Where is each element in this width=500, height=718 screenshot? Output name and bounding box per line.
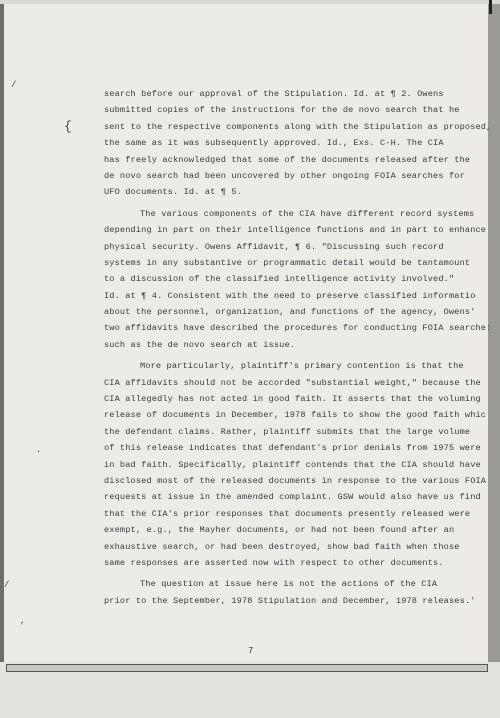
text-line: The question at issue here is not the actions of the CIA (140, 579, 438, 590)
text-line: depending in part on their intelligence functions and in part to enhance (104, 225, 487, 236)
text-line: prior to the September, 1978 Stipulation and December, 1978 releases.' (104, 595, 476, 606)
text-line: to a discussion of the classified intelligence activity involved." (104, 274, 455, 285)
margin-mark: , (20, 616, 26, 626)
text-line: UFO documents. Id. at ¶ 5. (104, 187, 242, 198)
text-line: physical security. Owens Affidavit, ¶ 6. "Discussing such record (104, 241, 444, 252)
text-line: search before our approval of the Stipulation. Id. at ¶ 2. Owens (104, 89, 444, 99)
text-line: that the CIA's prior responses that documents presently released were (104, 508, 471, 519)
document-body (104, 86, 498, 609)
text-line: the same as it was subsequently approved. Id., Exs. C-H. The CIA (104, 138, 444, 149)
text-line: exempt, e.g., the Mayher documents, or had not been found after an (104, 525, 455, 536)
text-line: two affidavits have described the procedures for conducting FOIA searche: (104, 323, 492, 334)
text-line: The various components of the CIA have different record systems (140, 208, 475, 219)
text-line: sent to the respective components along with the Stipulation as proposed, (104, 121, 492, 132)
text-line: such as the de novo search at issue. (104, 339, 296, 350)
text-line: de novo search had been uncovered by other ongoing FOIA searches for (104, 170, 465, 181)
text-line: More particularly, plaintiff's primary contention is that the (140, 361, 464, 372)
text-line: has freely acknowledged that some of the documents released after the (104, 154, 471, 165)
margin-mark: { (64, 119, 72, 134)
text-line: submitted copies of the instructions for the de novo search that he (104, 105, 460, 116)
corner-mark (489, 0, 492, 14)
text-line: CIA allegedly has not acted in good faith. It asserts that the voluming (104, 394, 481, 405)
text-line: of this release indicates that defendant's prior denials from 1975 were (104, 443, 481, 454)
top-edge (0, 0, 500, 4)
text-line: CIA affidavits should not be accorded "substantial weight," because the (104, 377, 481, 388)
text-line: release of documents in December, 1978 fails to show the good faith whic (104, 410, 487, 421)
margin-mark: · (36, 447, 42, 457)
text-line: same responses are asserted now with respect to other documents. (104, 557, 444, 568)
scan-bottom-bar (6, 664, 488, 672)
text-line: requests at issue in the amended complaint. GSW would also have us find (104, 492, 481, 503)
margin-mark: / (4, 580, 10, 590)
text-line: about the personnel, organization, and functions of the agency, Owens' (104, 307, 476, 318)
page-number: 7 (248, 646, 254, 656)
text-line: the defendant claims. Rather, plaintiff submits that the large volume (104, 426, 471, 437)
text-line: disclosed most of the released documents in response to the various FOIA (104, 475, 487, 486)
text-line: Id. at ¶ 4. Consistent with the need to preserve classified informatio (104, 290, 476, 301)
text-line: exhaustive search, or had been destroyed, show bad faith when those (104, 541, 460, 552)
margin-mark: / (11, 80, 17, 90)
text-line: in bad faith. Specifically, plaintiff contends that the CIA should have (104, 459, 481, 470)
text-line: systems in any substantive or programmatic detail would be tantamount (104, 257, 471, 268)
